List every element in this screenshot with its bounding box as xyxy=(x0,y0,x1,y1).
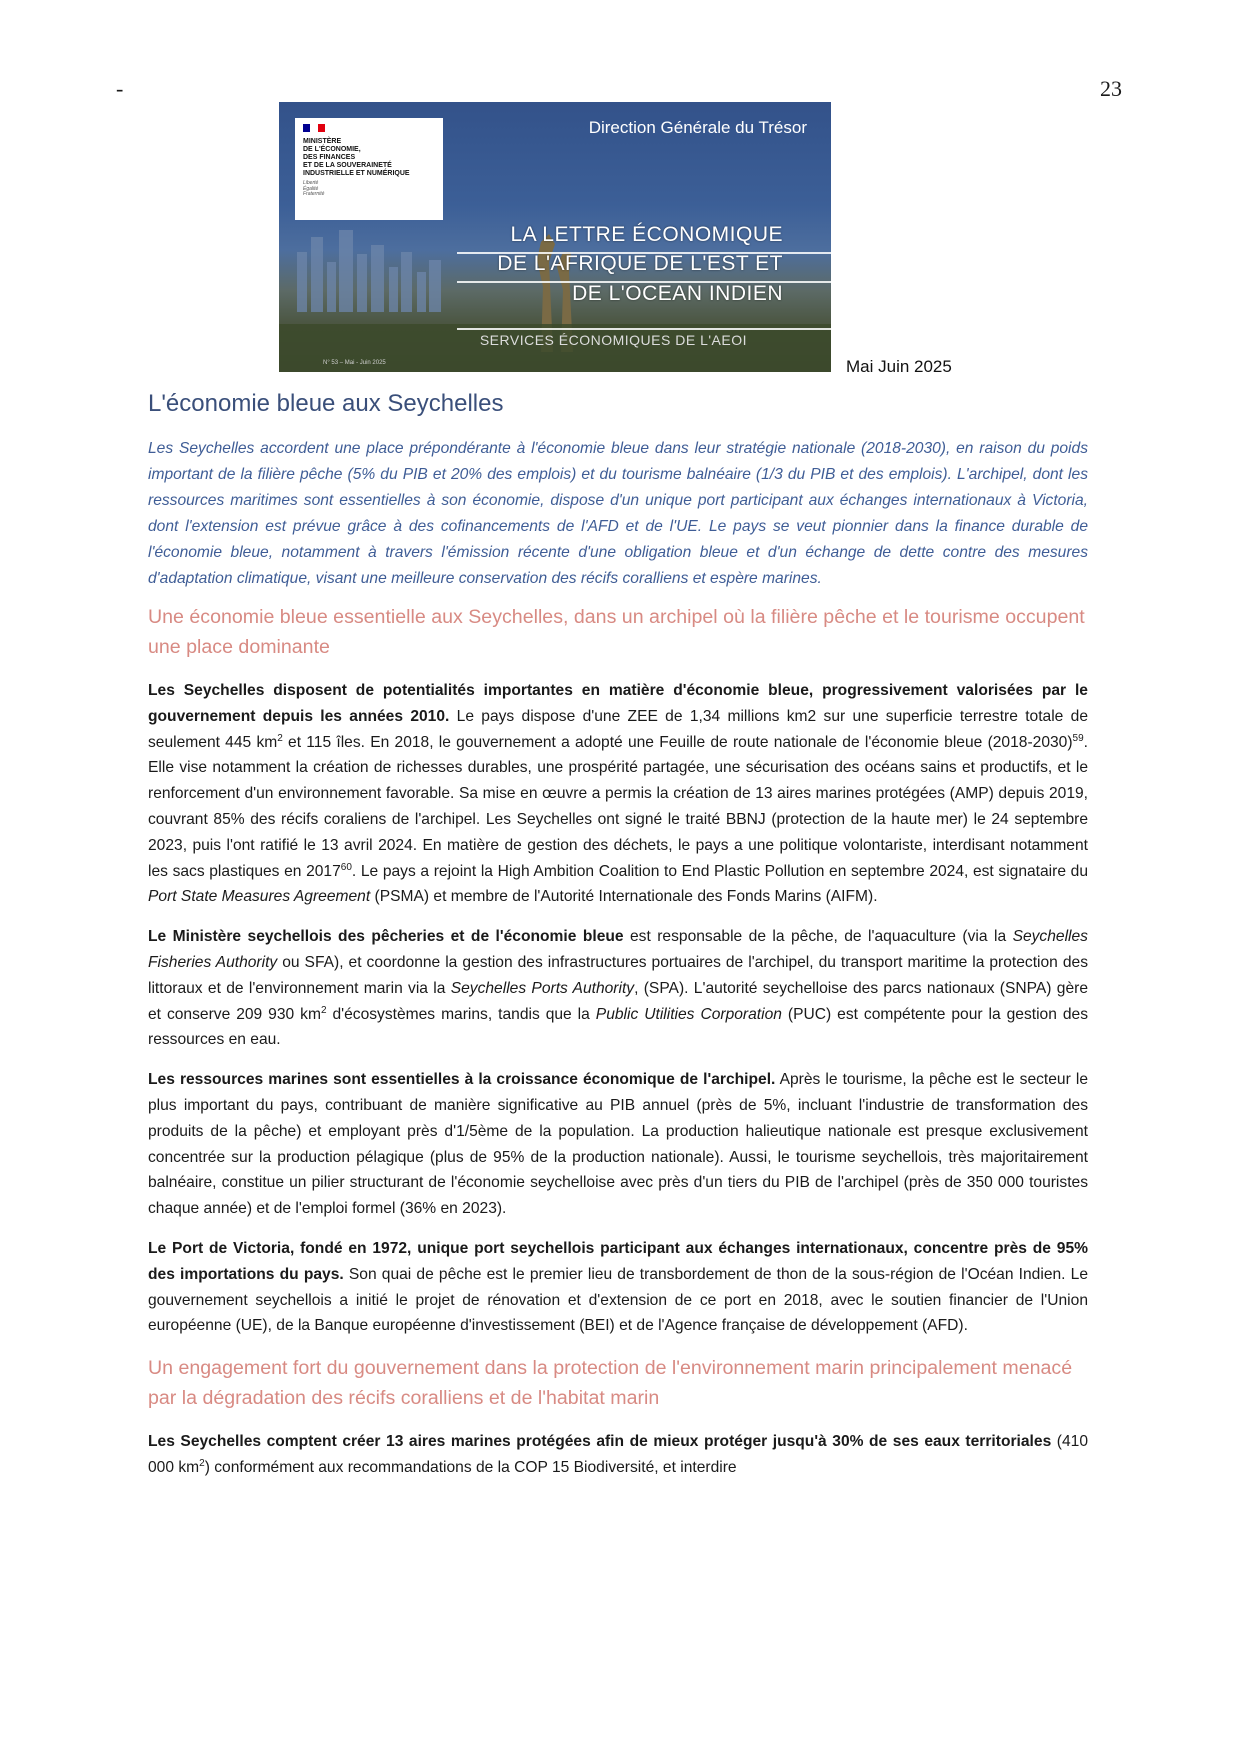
banner-rule xyxy=(457,328,831,330)
paragraph-3-lead: Les ressources marines sont essentielles à la croissance économique de l'archipel. xyxy=(148,1071,776,1089)
section-heading-1: Une économie bleue essentielle aux Seychelles, dans un archipel où la filière pêche et le tourisme occupent une place dominante xyxy=(148,606,1085,658)
paragraph-1-lead: Les Seychelles disposent de potentialités importantes en matière d'économie bleue, progressivement valorisées par le gouvernement depuis les années 2010. xyxy=(148,682,1088,725)
page-dash: - xyxy=(116,76,124,101)
publication-date: Mai Juin 2025 xyxy=(846,357,952,376)
banner-issue: N° 53 – Mai - Juin 2025 xyxy=(323,360,386,366)
page-number: 23 xyxy=(1100,76,1122,101)
paragraph-4: Le Port de Victoria, fondé en 1972, unique port seychellois participant aux échanges internationaux, concentre près de 95% des importations du pays. Son quai de pêche est le premier lieu de transbordement de thon de la sous-région de l'Océan Indien. Le gouvernement seychellois a initié le projet de rénovation et d'extension de ce port en 2018, avec le soutien financier de l'Union européenne (UE), de la Banque européenne d'investissement (BEI) et de l'Agence française de développement (AFD). xyxy=(148,1239,1088,1335)
banner-title-line-3: DE L'OCEAN INDIEN xyxy=(572,282,783,305)
article-intro: Les Seychelles accordent une place prépondérante à l'économie bleue dans leur stratégie nationale (2018-2030), en raison du poids important de la filière pêche (5% du PIB et 20% des emplois) et du tourisme balnéaire (1/3 du PIB et des emplois). L'archipel, dont les ressources maritimes sont essentielles à son économie, dispose d'un unique port participant aux échanges internationaux à Victoria, dont l'extension est prévue grâce à des cofinancements de l'AFD et de l'UE. Le pays se veut pionnier dans la finance durable de l'économie bleue, notamment à travers l'émission récente d'une obligation bleue et d'un échange de dette contre des mesures d'adaptation climatique, visant une meilleure conservation des récifs coralliens et espère marines. xyxy=(148,440,1088,587)
ministry-logo xyxy=(295,118,443,220)
paragraph-2: Le Ministère seychellois des pêcheries et de l'économie bleue est responsable de la pêche, de l'aquaculture (via la Seychelles Fisheries Authority ou SFA), et coordonne la gestion des infrastructures portuaires de l'archipel, du transport maritime la protection des littoraux et de l'environnement marin via la Seychelles Ports Authority, (SPA). L'autorité seychelloise des parcs nationaux (SNPA) gère et conserve 209 930 $km^2$ d'écosystèmes marins, tandis que la Public Utilities Corporation (PUC) est compétente pour la gestion des ressources en eau. xyxy=(148,928,1089,1049)
paragraph-2-lead: Le Ministère seychellois des pêcheries et de l'économie bleue xyxy=(148,928,624,946)
paragraph-3: Les ressources marines sont essentielles à la croissance économique de l'archipel. Après le tourisme, la pêche est le secteur le plus important du pays, contribuant de manière significative au PIB annuel (près de 5%, incluant l'industrie de transformation des produits de la pêche) et employant près d'1/5ème de la population. La production halieutique nationale est presque exclusivement concentrée sur la production pélagique (plus de 95% de la production nationale). Aussi, le tourisme seychellois, très majoritairement balnéaire, constitue un pilier structurant de l'économie seychelloise avec près d'un tiers du PIB de l'archipel (près de 350 000 touristes chaque année) et de l'emploi formel (36% en 2023). xyxy=(148,1071,1088,1218)
footnote-ref: 60 xyxy=(340,861,352,873)
paragraph-5: Les Seychelles comptent créer 13 aires marines protégées afin de mieux protéger jusqu'à 30% de ses eaux territoriales (410 000 $km^2$) conformément aux recommandations de la COP 15 Biodiversité, et interdire xyxy=(148,1433,1089,1476)
paragraph-1: Les Seychelles disposent de potentialités importantes en matière d'économie bleue, progressivement valorisées par le gouvernement depuis les années 2010. Le pays dispose d'une ZEE de 1,34 millions km2 sur une superficie terrestre totale de seulement 445 $km^2$ et 115 îles. En 2018, le gouvernement a adopté une Feuille de route nationale de l'économie bleue (2018-2030)$^{59}$. Elle vise notamment la création de richesses durables, une prospérité partagée, une sécurisation des océans sains et productifs, et le renforcement d'un environnement favorable. Sa mise en œuvre a permis la création de 13 aires marines protégées (AMP) depuis 2019, couvrant 85% des récifs coraliens de l'archipel. Les Seychelles ont signé le traité BBNJ (protection de la haute mer) le 24 septembre 2023, puis l'ont ratifié le 13 avril 2024. En matière de gestion des déchets, le pays a une politique volontariste, interdisant notamment les sacs plastiques en 2017$^{60}$. Le pays a rejoint la High Ambition Coalition to End Plastic Pollution en septembre 2024, est signataire du Port State Measures Agreement (PSMA) et membre de l'Autorité Internationale des Fonds Marins (AIFM). xyxy=(148,682,1088,906)
ministry-motto: Liberté Égalité Fraternité xyxy=(303,180,325,197)
section-heading-2: Un engagement fort du gouvernement dans la protection de l'environnement marin principalement menacé par la dégradation des récifs coralliens et de l'habitat marin xyxy=(148,1357,1073,1410)
banner-title-line-1: LA LETTRE ÉCONOMIQUE xyxy=(510,223,783,246)
ministry-name: MINISTÈRE DE L'ÉCONOMIE, DES FINANCES ET DE LA SOUVERAINETÉ INDUSTRIELLE ET NUMÉRIQUE xyxy=(303,138,410,177)
footnote-ref: 59 xyxy=(1072,732,1084,744)
article-title: L'économie bleue aux Seychelles xyxy=(148,390,504,417)
banner-services: SERVICES ÉCONOMIQUES DE L'AEOI xyxy=(479,332,747,348)
french-flag-icon xyxy=(303,124,325,132)
direction-name: Direction Générale du Trésor xyxy=(588,118,807,137)
article xyxy=(148,390,1088,1495)
banner-title-line-2: DE L'AFRIQUE DE L'EST ET xyxy=(497,252,783,275)
newsletter-banner xyxy=(279,102,831,372)
paragraph-5-lead: Les Seychelles comptent créer 13 aires marines protégées afin de mieux protéger jusqu'à 30% de ses eaux territoriales xyxy=(148,1433,1052,1451)
paragraph-4-lead: Le Port de Victoria, fondé en 1972, unique port seychellois participant aux échanges internationaux, concentre près de 95% des importations du pays. xyxy=(148,1239,1088,1283)
